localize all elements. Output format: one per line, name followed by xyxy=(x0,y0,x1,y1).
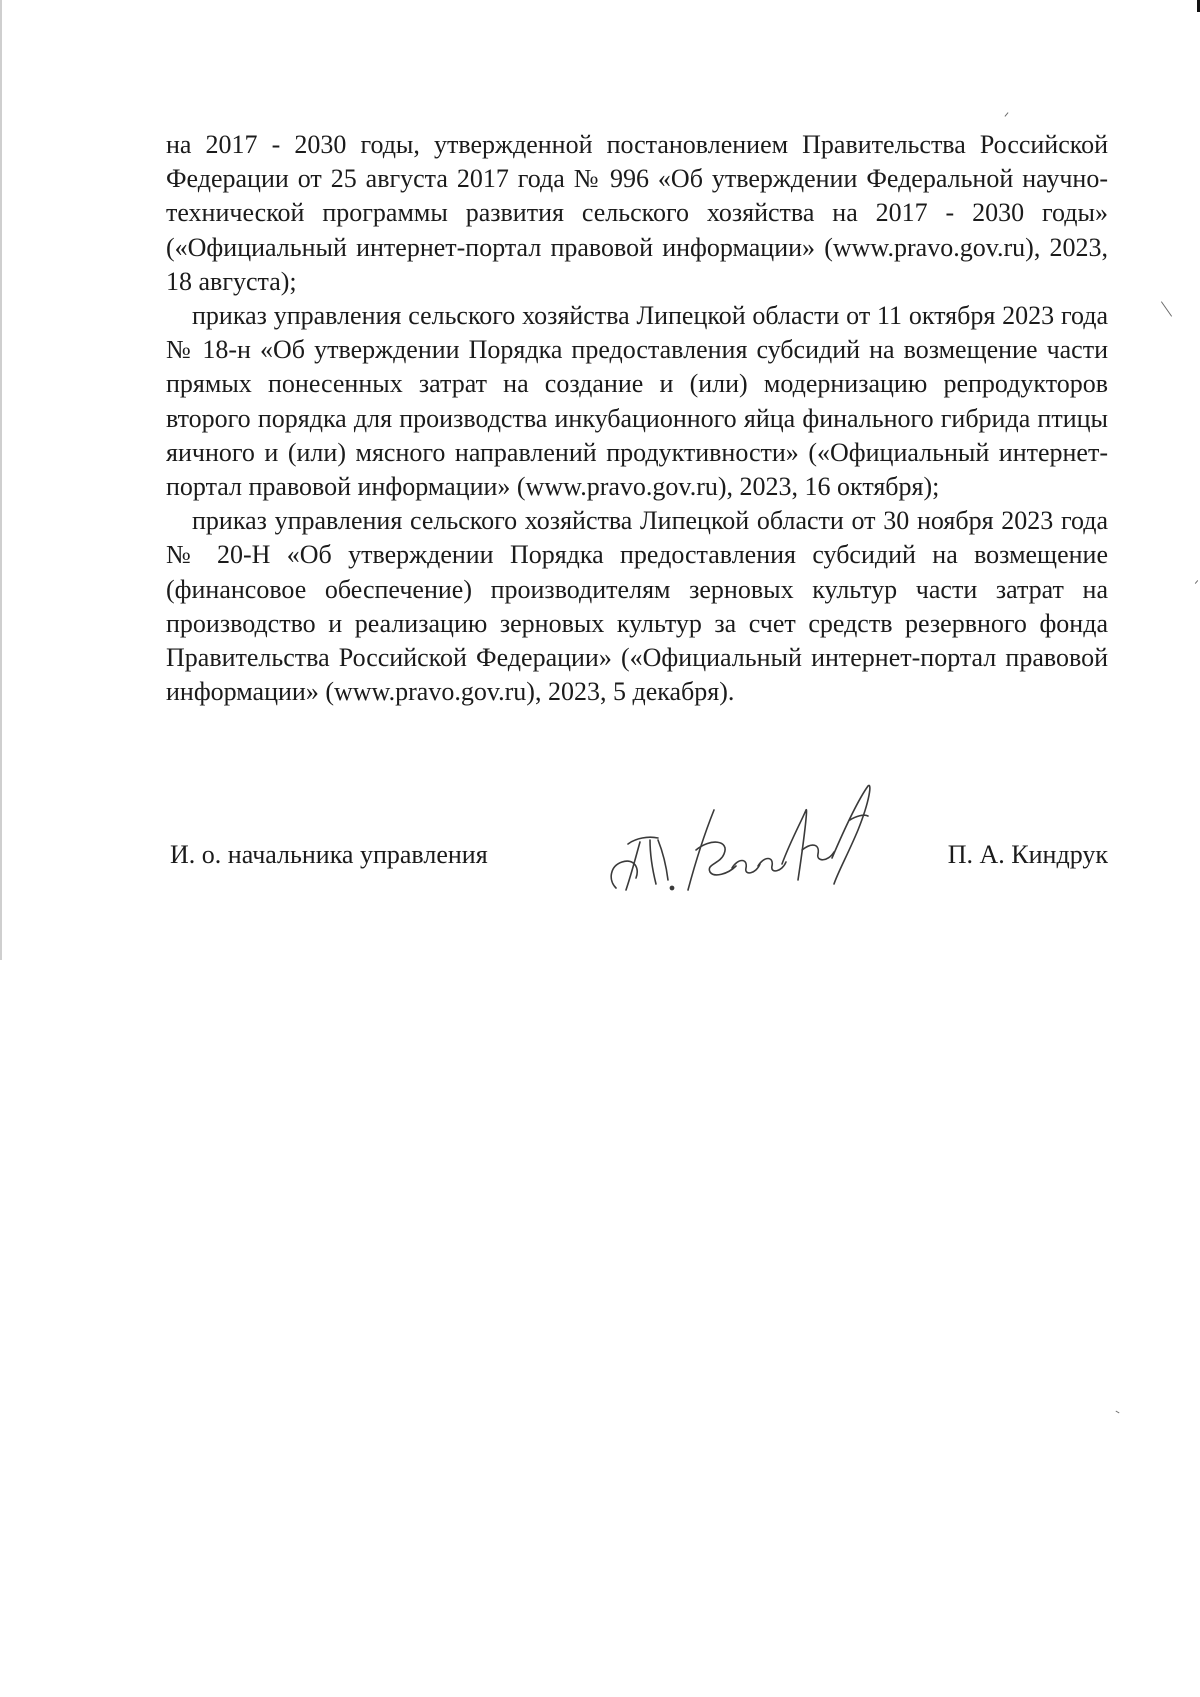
paragraph-order-20n: приказ управления сельского хозяйства Липецкой области от 30 ноября 2023 года № 20-Н «Об утверждении Порядка предоставления субсидий на возмещение (финансовое обеспечение) производителям зерновых культур части затрат на производство и реализацию зерновых культур за счет средств резервного фонда Правительства Российской Федерации» («Официальный интернет-портал правовой информации» (www.pravo.gov.ru), 2023, 5 декабря). xyxy=(166,506,1108,707)
scan-edge-left xyxy=(0,0,2,960)
handwritten-signature xyxy=(606,780,906,910)
scan-speck xyxy=(1161,301,1172,316)
signatory-position: И. о. начальника управления xyxy=(170,840,488,869)
paragraph-continuation: на 2017 - 2030 годы, утвержденной постановлением Правительства Российской Федерации от 25 августа 2017 года № 996 «Об утверждении Федеральной научно-технической программы развития сельского хозяйства на 2017 - 2030 годы» («Официальный интернет-портал правовой информации» (www.pravo.gov.ru), 2023, 18 августа); xyxy=(166,130,1108,296)
scan-speck xyxy=(1116,1411,1120,1414)
document-body xyxy=(166,128,1108,709)
signatory-name: П. А. Киндрук xyxy=(947,840,1108,869)
signature-block xyxy=(166,760,1108,910)
paragraph-order-18n: приказ управления сельского хозяйства Липецкой области от 11 октября 2023 года № 18-н «Об утверждении Порядка предоставления субсидий на возмещение части прямых понесенных затрат на создание и (или) модернизацию репродукторов второго порядка для производства инкубационного яйца финального гибрида птицы яичного и (или) мясного направлений продуктивности» («Официальный интернет-портал правовой информации» (www.pravo.gov.ru), 2023, 16 октября); xyxy=(166,301,1108,502)
scan-speck xyxy=(1005,112,1009,116)
scan-speck xyxy=(1195,580,1198,584)
